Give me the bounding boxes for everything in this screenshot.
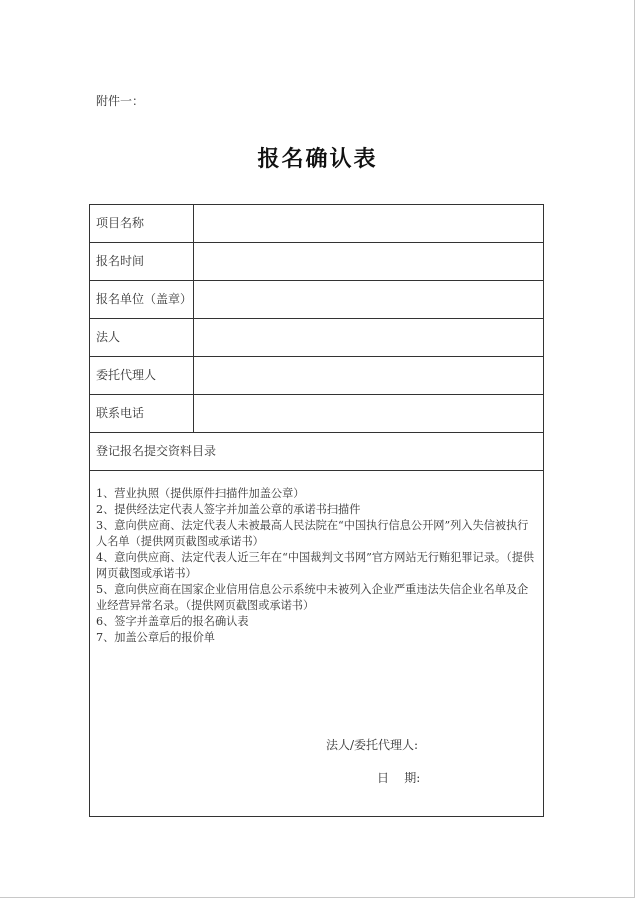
label-registration-unit: 报名单位（盖章） <box>90 281 194 318</box>
page-title: 报名确认表 <box>257 146 378 172</box>
row-registration-unit <box>90 281 543 319</box>
signature-label: 法人/委托代理人: <box>326 738 419 752</box>
row-registration-time <box>90 243 543 281</box>
materials-item: 1、营业执照（提供原件扫描件加盖公章） <box>96 487 305 500</box>
row-legal-person <box>90 319 543 357</box>
label-legal-person: 法人 <box>90 319 194 356</box>
materials-item: 3、意向供应商、法定代表人未被最高人民法院在“中国执行信息公开网”列入失信被执行人名单（提供网页截图或承诺书） <box>96 519 529 548</box>
row-authorized-agent <box>90 357 543 395</box>
field-legal-person[interactable] <box>194 319 543 356</box>
row-contact-phone <box>90 395 543 433</box>
field-authorized-agent[interactable] <box>194 357 543 394</box>
label-contact-phone: 联系电话 <box>90 395 194 432</box>
field-registration-unit[interactable] <box>194 281 543 318</box>
materials-item: 2、提供经法定代表人签字并加盖公章的承诺书扫描件 <box>96 503 361 516</box>
materials-list <box>96 486 538 646</box>
date-label: 日 期: <box>377 771 421 785</box>
field-project-name[interactable] <box>194 205 543 242</box>
materials-item: 7、加盖公章后的报价单 <box>96 631 215 644</box>
field-registration-time[interactable] <box>194 243 543 280</box>
materials-item: 5、意向供应商在国家企业信用信息公示系统中未被列入企业严重违法失信企业名单及企业经营异常名录。（提供网页截图或承诺书） <box>96 583 529 612</box>
materials-item: 6、签字并盖章后的报名确认表 <box>96 615 249 628</box>
field-contact-phone[interactable] <box>194 395 543 432</box>
materials-item: 4、意向供应商、法定代表人近三年在“中国裁判文书网”官方网站无行贿犯罪记录。（提供网页截图或承诺书） <box>96 551 535 580</box>
row-project-name <box>90 205 543 243</box>
registration-form-table <box>89 204 544 817</box>
label-project-name: 项目名称 <box>90 205 194 242</box>
materials-heading: 登记报名提交资料目录 <box>90 433 543 471</box>
label-registration-time: 报名时间 <box>90 243 194 280</box>
label-authorized-agent: 委托代理人 <box>90 357 194 394</box>
attachment-label: 附件一： <box>96 94 145 108</box>
